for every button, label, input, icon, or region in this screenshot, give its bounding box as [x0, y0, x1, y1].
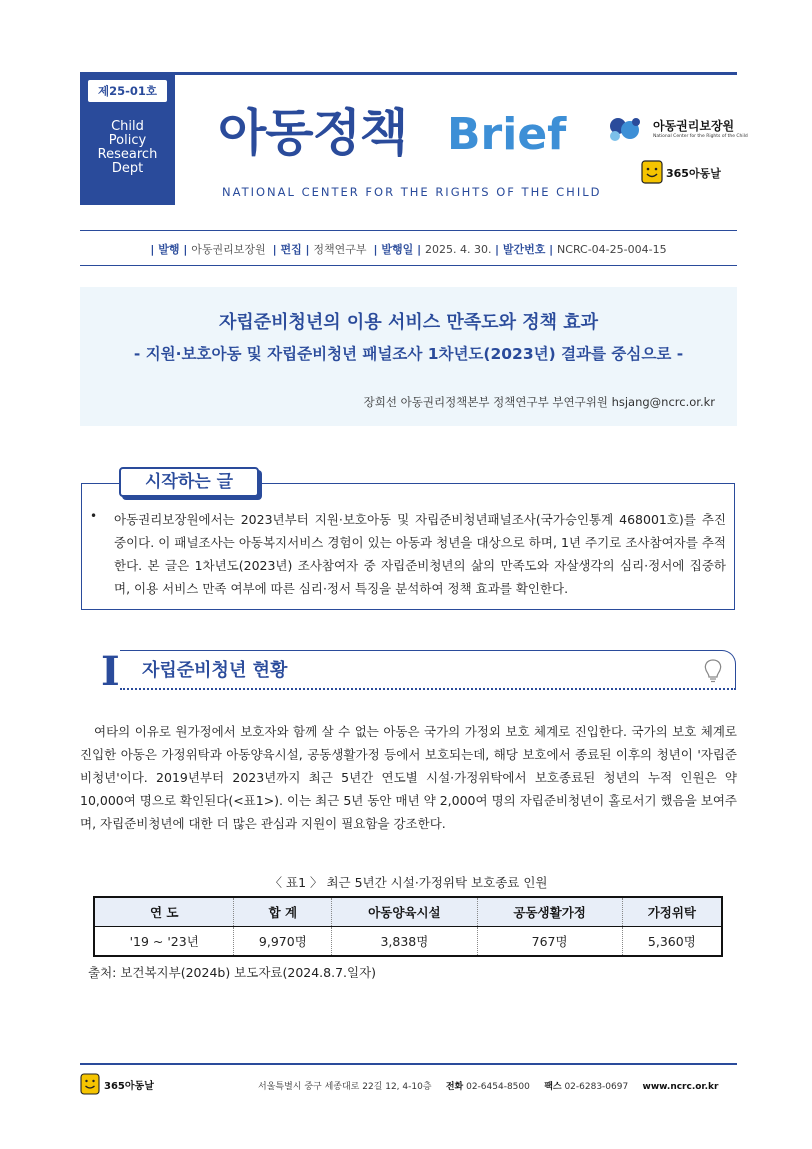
- dept-line: Research: [97, 147, 158, 162]
- header-top-rule: [80, 72, 737, 75]
- dept-line: Policy: [108, 133, 147, 148]
- meta-rule-top: [80, 230, 737, 231]
- footer-contact: [258, 1079, 718, 1092]
- author-line: 장희선 아동권리정책본부 정책연구부 부연구위원 hsjang@ncrc.or.kr: [363, 395, 715, 409]
- publication-meta: | 발행 | 아동권리보장원 | 편집 | 정책연구부 | 발행일 | 2025. 4. 30. | 발간번호 | NCRC-04-25-004-15: [150, 243, 667, 256]
- footer-logo-text: 365아동날: [104, 1081, 154, 1092]
- issue-number: 제25-01호: [88, 80, 167, 102]
- org-logo-subtext: National Center for the Rights of the Child: [653, 134, 748, 139]
- footer-smile-logo-icon: [80, 1073, 100, 1095]
- intro-label: [119, 467, 259, 497]
- table-row: [94, 927, 722, 957]
- meta-rule-bottom: [80, 265, 737, 266]
- table-caption: 〈 표1 〉 최근 5년간 시설·가정위탁 보호종료 인원: [269, 875, 548, 890]
- lightbulb-icon: [701, 658, 725, 684]
- dept-label: [80, 120, 175, 176]
- table-cell: 767명: [477, 927, 622, 957]
- smile-logo-icon: [641, 160, 663, 184]
- table-source: 출처: 보건복지부(2024b) 보도자료(2024.8.7.일자): [88, 965, 377, 980]
- table-cell: 9,970명: [234, 927, 332, 957]
- org-subtitle: NATIONAL CENTER FOR THE RIGHTS OF THE CHILD: [222, 185, 602, 199]
- table-header-cell: 합 계: [234, 897, 332, 927]
- section-number: I: [101, 648, 120, 695]
- publisher-label: 발행: [158, 243, 180, 256]
- footer-rule: [80, 1063, 737, 1065]
- dept-line: Child: [111, 119, 144, 134]
- intro-label-text: 시작하는 글: [144, 472, 234, 492]
- dept-line: Dept: [111, 161, 144, 176]
- bullet-icon: •: [90, 509, 98, 523]
- report-subtitle: - 지원·보호아동 및 자립준비청년 패널조사 1차년도(2023년) 결과를 중심으로 -: [133, 345, 684, 363]
- brief-title-korean: 아동정책: [218, 104, 408, 162]
- campaign-logo-text: 365아동날: [666, 167, 721, 180]
- org-logo-icon: [606, 114, 650, 144]
- fax-label: 팩스: [544, 1082, 562, 1092]
- date-label: 발행일: [381, 243, 414, 256]
- table-cell: 5,360명: [622, 927, 722, 957]
- table-header-cell: 공동생활가정: [477, 897, 622, 927]
- intro-text: 아동권리보장원에서는 2023년부터 지원·보호아동 및 자립준비청년패널조사(국가승인통계 468001호)를 추진 중이다. 이 패널조사는 아동복지서비스 경험이 있는 아동과 청년을 대상으로 하며, 1년 주기로 조사참여자를 추적한다. 본 글은 1차년도(2023년) 조사참여자 중 자립준비청년의 삶의 만족도와 자살생각의 심리·정서에 집중하며, 이용 서비스 만족 여부에 따른 심리·정서 특징을 분석하여 정책 효과를 확인한다.: [114, 512, 726, 596]
- fax-value: 02-6283-0697: [564, 1082, 629, 1092]
- protection-end-table: [93, 896, 723, 957]
- website-link[interactable]: www.ncrc.or.kr: [642, 1082, 719, 1092]
- report-title: 자립준비청년의 이용 서비스 만족도와 정책 효과: [218, 312, 599, 333]
- editor-value: 정책연구부: [313, 243, 367, 256]
- phone-label: 전화: [445, 1082, 464, 1092]
- editor-label: 편집: [280, 243, 302, 256]
- footer-address: 서울특별시 중구 세종대로 22길 12, 4-10층: [258, 1082, 432, 1092]
- table-header-cell: 연 도: [94, 897, 234, 927]
- table-header-row: [94, 897, 722, 927]
- number-label: 발간번호: [502, 243, 546, 256]
- section-body: 여타의 이유로 원가정에서 보호자와 함께 살 수 없는 아동은 국가의 가정외 보호 체계로 진입한다. 국가의 보호 체계로 진입한 아동은 가정위탁과 아동양육시설, 공동생활가정 등에서 보호되는데, 해당 보호에서 종료된 이후의 청년이 '자립준비청년'이다. 2019년부터 2023년까지 최근 5년간 연도별 시설·가정위탁에서 보호종료된 청년의 누적 인원은 약 10,000여 명으로 확인된다(<표1>). 이는 최근 5년 동안 매년 약 2,000여 명의 자립준비청년이 홀로서기 했음을 보여주며, 자립준비청년에 대한 더 많은 관심과 지원이 필요함을 강조한다.: [80, 724, 737, 831]
- brief-title-english: Brief: [447, 109, 567, 160]
- date-value: 2025. 4. 30.: [424, 243, 492, 256]
- table-header-cell: 가정위탁: [622, 897, 722, 927]
- publisher-value: 아동권리보장원: [191, 243, 266, 256]
- table-header-cell: 아동양육시설: [332, 897, 477, 927]
- table-cell: 3,838명: [332, 927, 477, 957]
- phone-value: 02-6454-8500: [466, 1082, 530, 1092]
- table-cell: '19 ~ '23년: [94, 927, 234, 957]
- org-logo-text: 아동권리보장원: [653, 119, 735, 133]
- number-value: NCRC-04-25-004-15: [557, 243, 667, 256]
- section-title: 자립준비청년 현황: [142, 660, 288, 681]
